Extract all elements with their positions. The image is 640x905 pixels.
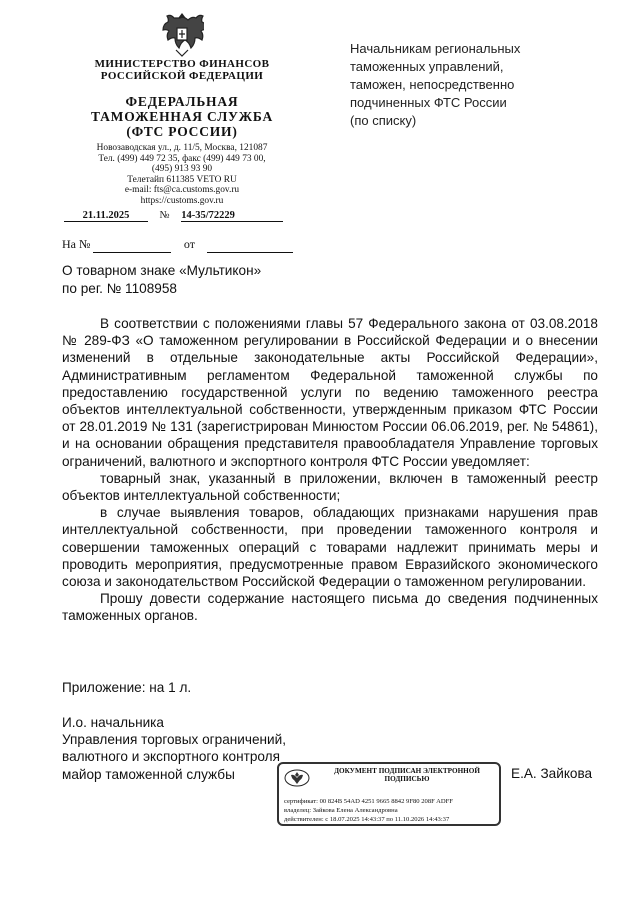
- reference-from-label: от: [183, 237, 195, 251]
- contact-block: [66, 143, 298, 206]
- body-paragraph-1: В соответствии с положениями главы 57 Федерального закона от 03.08.2018 № 289-ФЗ «О таможенном регулировании в Российской Федерации и о внесении изменений в отдельные законодательные акты Российской Федерации», Административным регламентом Федеральной таможенной службы по предоставлению государственной услуги по ведению таможенного реестра объектов интеллектуальной собственности, утвержденным приказом ФТС России от 28.01.2019 № 131 (зарегистрирован Минюстом России 06.06.2019, рег. № 54861), и на основании обращения представителя правообладателя Управление торговых ограничений, валютного и экспортного контроля ФТС России уведомляет:: [62, 316, 598, 469]
- body-paragraph-4: Прошу довести содержание настоящего письма до сведения подчиненных таможенных органов.: [62, 591, 598, 624]
- body-paragraph-3: в случае выявления товаров, обладающих признаками нарушения прав интеллектуальной собственности, при проведении таможенного контроля и совершении таможенных операций с товарами надлежит принимать меры и проводить мероприятия, предусмотренные правом Евразийского экономического союза и законодательством Российской Федерации о таможенном регулировании.: [62, 505, 598, 590]
- coat-of-arms-emblem: [160, 10, 204, 60]
- service-line-2: ТАМОЖЕННАЯ СЛУЖБА: [90, 109, 274, 124]
- contact-address: Новозаводская ул., д. 11/5, Москва, 121087: [96, 143, 268, 153]
- contact-phone-2: (495) 913 93 90: [151, 164, 213, 174]
- letter-body: [62, 315, 598, 625]
- addressee-line: таможенных управлений,: [350, 59, 504, 74]
- document-date: 21.11.2025: [64, 210, 148, 222]
- addressee-line: Начальникам региональных: [350, 41, 521, 56]
- stamp-validity: действителен: с 18.07.2025 14:43:37 по 11.10.2026 14:43:37: [284, 816, 450, 823]
- addressee-line: таможен, непосредственно: [350, 77, 515, 92]
- service-line-3: (ФТС РОССИИ): [126, 124, 238, 139]
- reference-line: [62, 237, 293, 253]
- ministry-name: [66, 58, 298, 82]
- attachment-note: Приложение: на 1 л.: [62, 680, 192, 695]
- service-name: [66, 94, 298, 139]
- signer-position-line: майор таможенной службы: [62, 766, 235, 782]
- stamp-details: [284, 797, 498, 824]
- registration-line: [64, 210, 283, 222]
- signer-position-line: Управления торговых ограничений,: [62, 732, 286, 748]
- addressee-line: (по списку): [350, 113, 417, 128]
- body-paragraph-2: товарный знак, указанный в приложении, включен в таможенный реестр объектов интеллектуальной собственности;: [62, 470, 598, 504]
- number-label: №: [159, 210, 170, 221]
- document-number: 14-35/72229: [181, 210, 283, 222]
- signer-block: [62, 714, 312, 783]
- stamp-certificate: сертификат: 00 824B 54AD 4251 9665 8842 9F80 208F ADFF: [284, 798, 453, 805]
- service-line-1: ФЕДЕРАЛЬНАЯ: [125, 94, 239, 109]
- reference-number-blank: [93, 237, 171, 253]
- contact-teletype: Телетайп 611385 VETO RU: [127, 174, 237, 185]
- ministry-line-1: МИНИСТЕРСТВО ФИНАНСОВ: [94, 58, 270, 70]
- addressee-line: подчиненных ФТС России: [350, 95, 507, 110]
- contact-website: https://customs.gov.ru: [140, 195, 224, 206]
- stamp-title-line-2: ПОДПИСЬЮ: [384, 775, 430, 783]
- stamp-owner: владелец: Зайкова Елена Александровна: [284, 807, 398, 814]
- emblem-icon: [284, 769, 310, 787]
- subject-block: [62, 262, 302, 298]
- addressee-block: [350, 40, 590, 130]
- signer-position-line: валютного и экспортного контроля: [62, 749, 280, 765]
- electronic-signature-stamp: [277, 762, 501, 826]
- contact-phone: Тел. (499) 449 72 35, факс (499) 449 73 00,: [98, 153, 266, 164]
- reference-date-blank: [207, 237, 293, 253]
- contact-email: e-mail: fts@ca.customs.gov.ru: [124, 185, 240, 195]
- stamp-title-line-1: ДОКУМЕНТ ПОДПИСАН ЭЛЕКТРОННОЙ: [334, 767, 480, 775]
- subject-line-1: О товарном знаке «Мультикон»: [62, 263, 262, 278]
- signer-position-line: И.о. начальника: [62, 715, 164, 730]
- reference-number-label: На №: [62, 237, 91, 251]
- ministry-line-2: РОССИЙСКОЙ ФЕДЕРАЦИИ: [100, 70, 264, 82]
- stamp-title: [315, 767, 499, 783]
- signer-name: Е.А. Зайкова: [511, 766, 593, 781]
- subject-line-2: по рег. № 1108958: [62, 281, 177, 296]
